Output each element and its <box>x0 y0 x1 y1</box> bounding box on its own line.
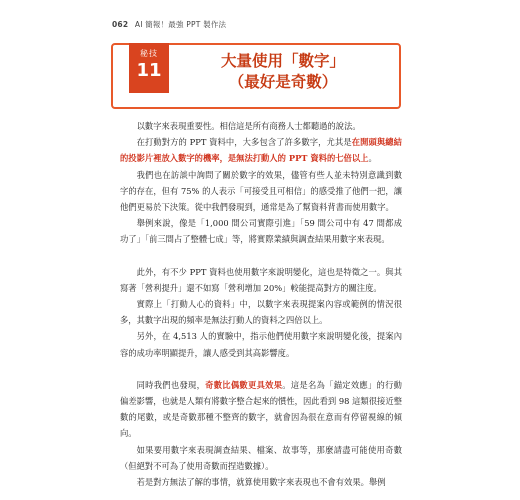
tip-label: 秘技 <box>140 49 158 58</box>
tip-title-line1: 大量使用「數字」 <box>220 52 345 70</box>
running-title: AI 簡報！最強 PPT 製作法 <box>134 20 227 29</box>
paragraph <box>120 134 402 166</box>
paragraph <box>120 377 402 442</box>
paragraph <box>120 264 402 296</box>
paragraph <box>120 328 402 360</box>
paragraph <box>120 296 402 328</box>
tip-title-line2: （最好是奇數） <box>228 73 338 91</box>
tip-heading-box <box>111 43 401 109</box>
tip-number: 11 <box>136 60 162 81</box>
body-text <box>120 118 402 490</box>
paragraph-text: 另外，在 4,513 人的實驗中，指示他們使用數字來說明變化後，提案內容的成功率明顯提升，讓人感受到其高影響度。 <box>120 331 402 358</box>
page-number: 062 <box>112 20 129 29</box>
paragraph-text: 此外，有不少 PPT 資料也使用數字來說明變化，這也是特徵之一。與其寫著「營利提升」還不如寫「營利增加 20%」較能提高對方的關注度。 <box>120 266 402 293</box>
running-header <box>112 19 226 30</box>
paragraph-text: 在打動對方的 PPT 資料中，大多包含了許多數字，尤其是 <box>136 137 352 148</box>
paragraph-text: 同時我們也發現， <box>136 379 206 390</box>
tip-title <box>171 51 395 93</box>
paragraph <box>120 474 402 490</box>
paragraph-text: 。 <box>368 153 377 164</box>
paragraph-text: 。這是名為「錨定效應」的行動偏差影響，也就是人類有將數字整合起來的慣性，因此看到 98 這類很接近整數的尾數，或是奇數那種不整齊的數字，就會因為很在意而有停留視線的傾向。 <box>120 379 402 439</box>
paragraph <box>120 215 402 247</box>
paragraph <box>120 442 402 474</box>
highlighted-text: 奇數比偶數更具效果 <box>205 379 283 390</box>
paragraph-text: 舉例來說，像是「1,000 間公司實際引進」「59 間公司中有 47 間都成功了」「前三間占了整體七成」等，將實際業績與調查結果用數字來表現。 <box>120 218 402 245</box>
highlighted-text: 在開頭與總結的投影片裡放入數字的機率，是無法打動人的 PPT 資料的七倍以上 <box>120 137 402 164</box>
paragraph-text: 如果要用數字來表現調查結果、檔案、故事等，那麼請盡可能使用奇數（但絕對不可為了使用奇數而捏造數據）。 <box>120 444 402 471</box>
paragraph-text: 若是對方無法了解的事情，就算使用數字來表現也不會有效果。舉例 <box>136 477 386 488</box>
paragraph-text: 我們也在訪談中詢問了關於數字的效果，儘管有些人並未特別意識到數字的存在，但有 75% 的人表示「可接受且可相信」的感受推了他們一把，讓他們更易於下決策。從中我們發現到，通常是為了幫資料背書而使用數字。 <box>120 169 402 213</box>
paragraph <box>120 167 402 216</box>
paragraph-text: 以數字來表現重要性。相信這是所有商務人士都聽過的說法。 <box>136 121 361 131</box>
tip-badge <box>129 43 169 93</box>
paragraph <box>120 118 402 134</box>
paragraph-text: 實際上「打動人心的資料」中，以數字來表現提案內容或範例的情況很多，其數字出現的頻率是無法打動人的資料之四倍以上。 <box>120 299 402 326</box>
